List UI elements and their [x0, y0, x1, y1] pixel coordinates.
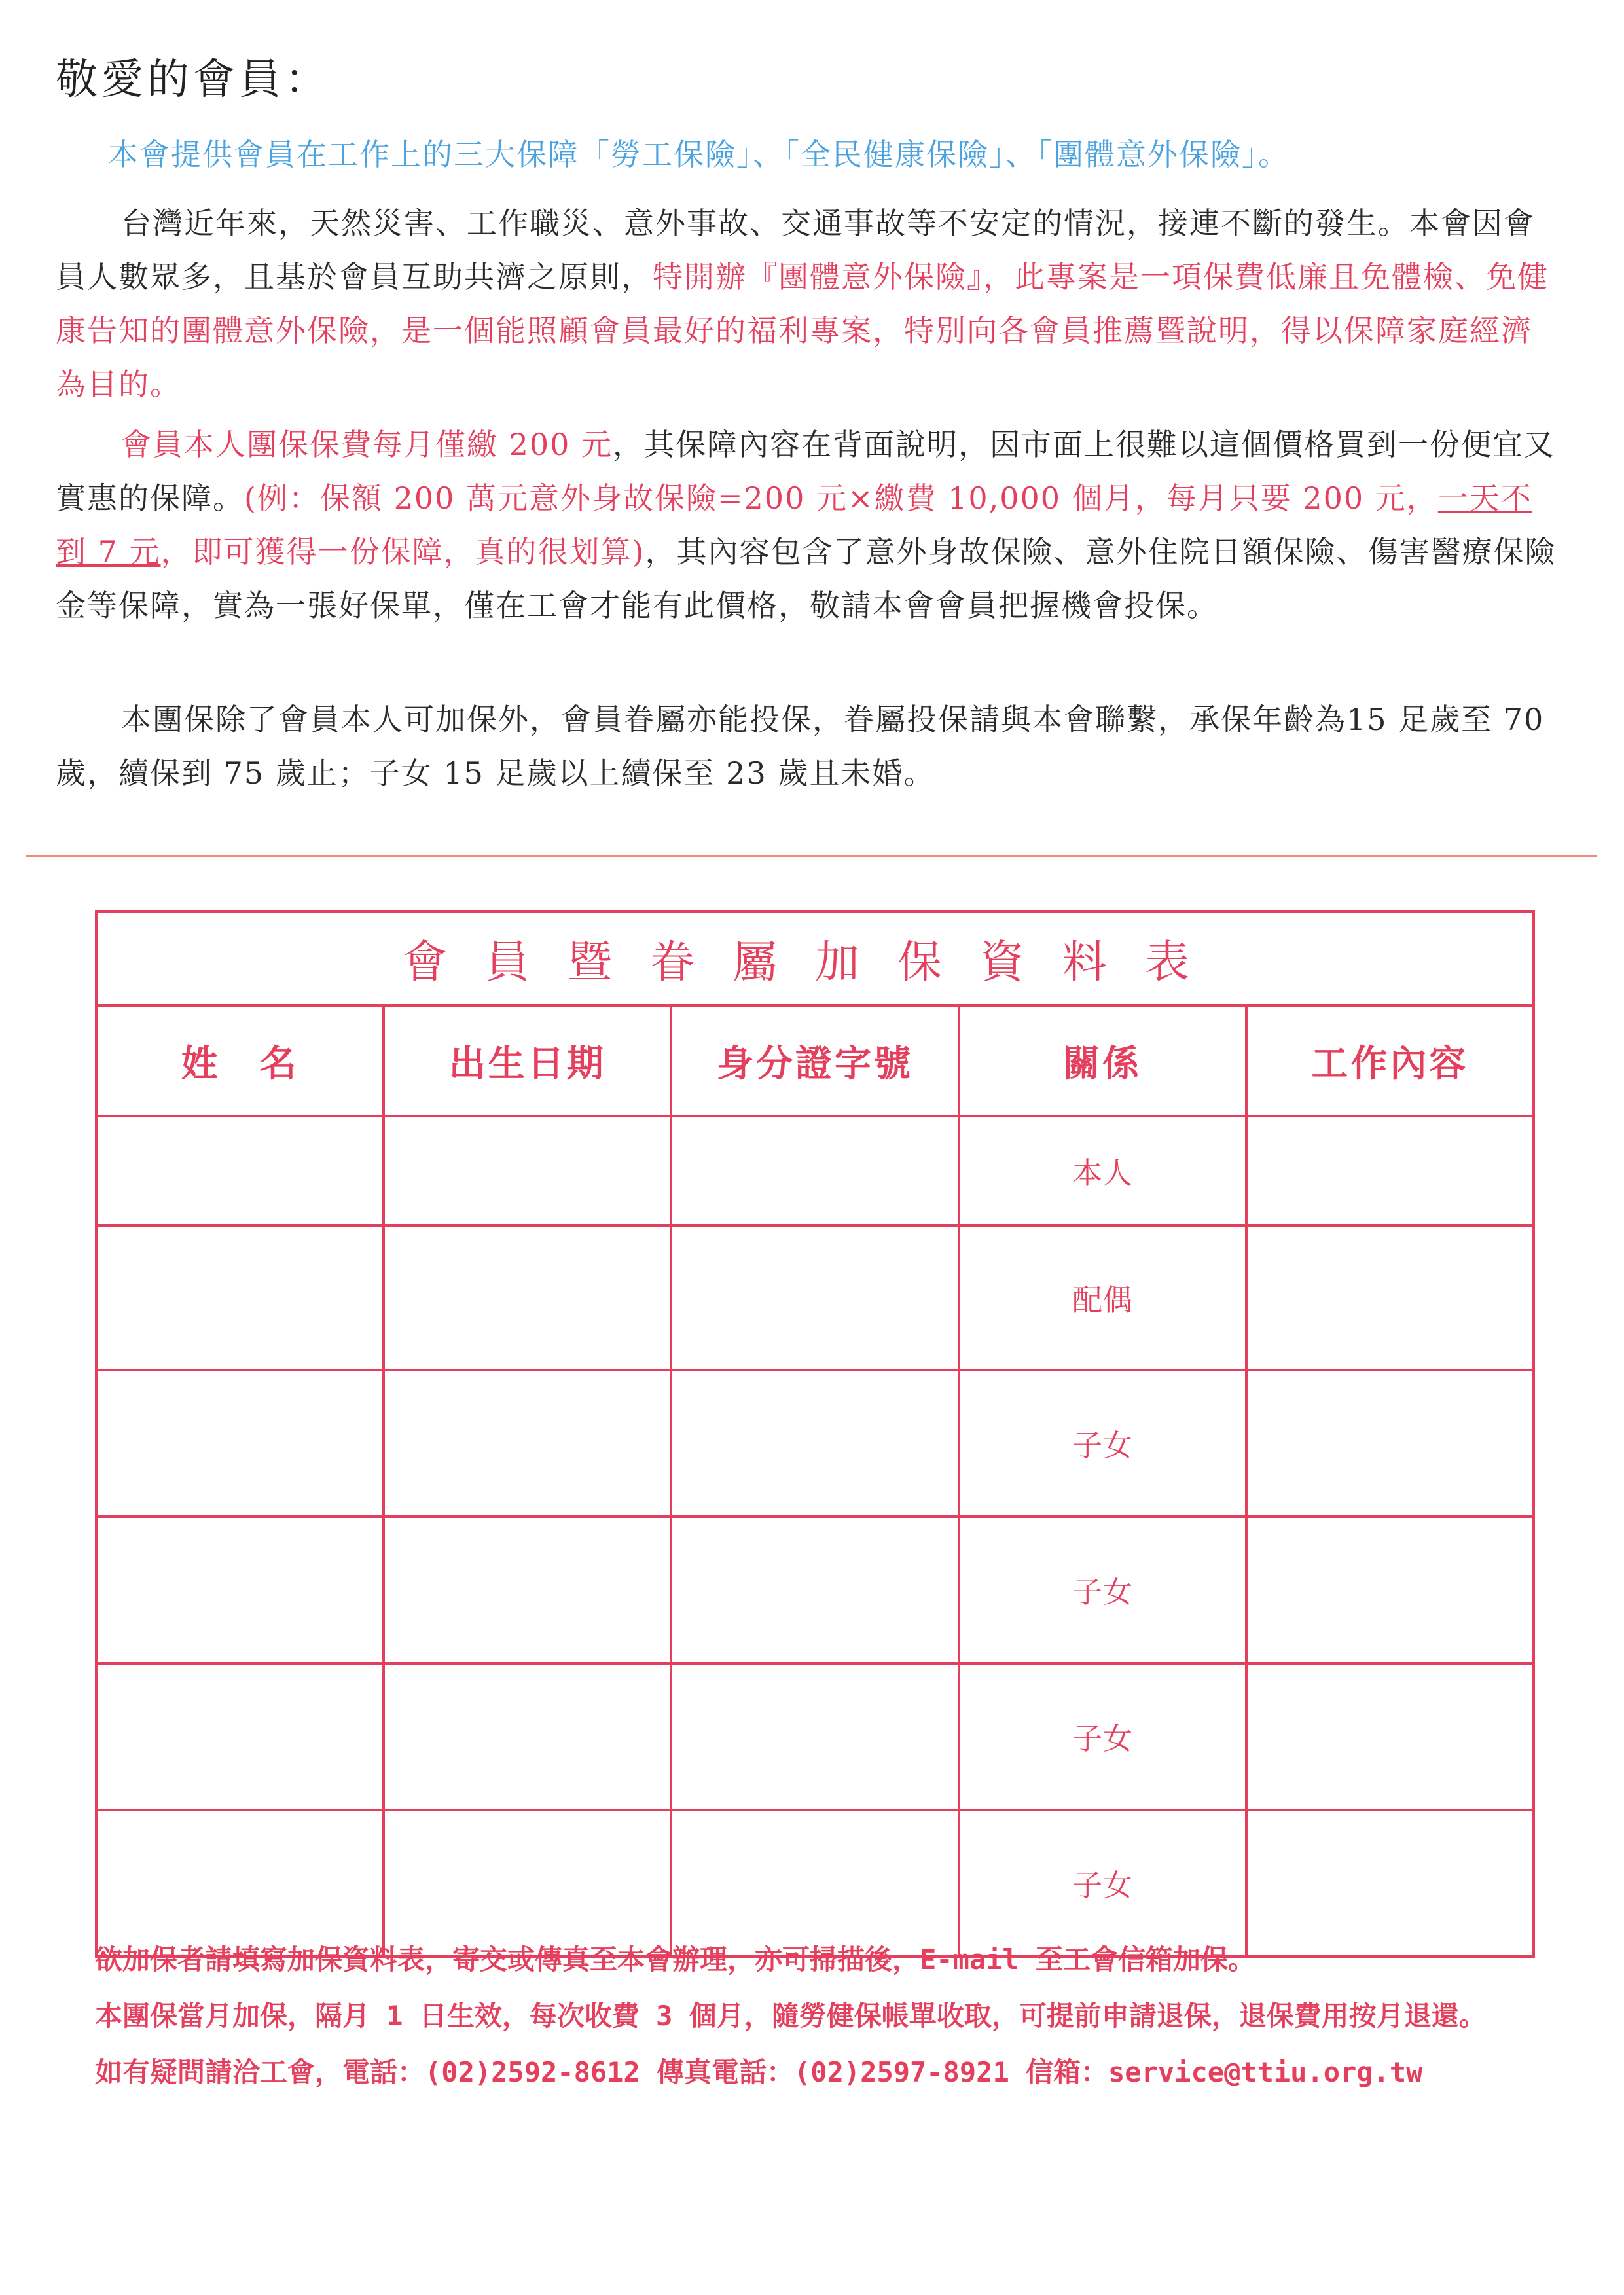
relation-cell: 子女 [959, 1663, 1246, 1810]
paragraph-background-text: 台灣近年來，天然災害、工作職災、意外事故、交通事故等不安定的情況，接連不斷的發生。本會因會員人數眾多，且基於會員互助共濟之原則， [56, 206, 1535, 295]
relation-cell: 配偶 [959, 1225, 1246, 1370]
header-name: 姓 名 [96, 1005, 384, 1116]
premium-per-day: 一天不到 7 元 [56, 480, 1532, 569]
header-job: 工作內容 [1246, 1005, 1534, 1116]
table-row [96, 1663, 1534, 1810]
premium-highlight: 會員本人團保保費每月僅繳 200 元 [121, 427, 613, 462]
job-cell[interactable] [1246, 1116, 1534, 1225]
header-id-number: 身分證字號 [671, 1005, 958, 1116]
id-number-cell[interactable] [671, 1116, 958, 1225]
paragraph-background-highlight: 特開辦『團體意外保險』，此專案是一項保費低廉且免體檢、免健康告知的團體意外保險，是一個能照顧會員最好的福利專案，特別向各會員推薦暨說明，得以保障家庭經濟為目的。 [56, 259, 1549, 402]
table-row [96, 1517, 1534, 1663]
table-row [96, 1810, 1534, 1957]
id-number-cell[interactable] [671, 1517, 958, 1663]
relation-cell: 子女 [959, 1370, 1246, 1517]
enrollment-form-table [95, 910, 1535, 1958]
name-cell[interactable] [96, 1663, 384, 1810]
birthdate-cell[interactable] [384, 1225, 671, 1370]
id-number-cell[interactable] [671, 1370, 958, 1517]
name-cell[interactable] [96, 1810, 384, 1957]
birthdate-cell[interactable] [384, 1517, 671, 1663]
paragraph-intro: 本會提供會員在工作上的三大保障「勞工保險」、「全民健康保險」、「團體意外保險」。 [108, 137, 1290, 172]
birthdate-cell[interactable] [384, 1370, 671, 1517]
table-row [96, 1370, 1534, 1517]
paragraph-family: 本團保除了會員本人可加保外，會員眷屬亦能投保，眷屬投保請與本會聯繫，承保年齡為15 足歲至 70 歲，續保到 75 歲止；子女 15 足歲以上續保至 23 歲且未婚。 [56, 702, 1545, 791]
name-cell[interactable] [96, 1225, 384, 1370]
job-cell[interactable] [1246, 1663, 1534, 1810]
relation-cell: 子女 [959, 1517, 1246, 1663]
relation-cell: 子女 [959, 1810, 1246, 1957]
note-effective: 本團保當月加保，隔月 1 日生效，每次收費 3 個月，隨勞健保帳單收取，可提前申請退保，退保費用按月退還。 [95, 2000, 1487, 2032]
premium-example-end: ，即可獲得一份保障，真的很划算) [160, 534, 645, 569]
table-row [96, 1225, 1534, 1370]
premium-example: (例：保額 200 萬元意外身故保險=200 元×繳費 10,000 個月，每月只要 200 元， [244, 480, 1438, 516]
job-cell[interactable] [1246, 1370, 1534, 1517]
paragraph-premium [56, 418, 1561, 632]
id-number-cell[interactable] [671, 1663, 958, 1810]
job-cell[interactable] [1246, 1225, 1534, 1370]
relation-cell: 本人 [959, 1116, 1246, 1225]
premium-text: ，其保障內容在背面說明，因市面上很難以這個價格買到一份便宜又實惠的保障。 [56, 427, 1556, 516]
name-cell[interactable] [96, 1517, 384, 1663]
header-birthdate: 出生日期 [384, 1005, 671, 1116]
table-row [96, 1116, 1534, 1225]
header-relation: 關係 [959, 1005, 1246, 1116]
form-title: 會員暨眷屬加保資料表 [96, 911, 1534, 1005]
job-cell[interactable] [1246, 1810, 1534, 1957]
job-cell[interactable] [1246, 1517, 1534, 1663]
page-divider [26, 855, 1597, 857]
birthdate-cell[interactable] [384, 1663, 671, 1810]
birthdate-cell[interactable] [384, 1116, 671, 1225]
paragraph-background [56, 196, 1561, 411]
premium-coverage-text: ，其內容包含了意外身故保險、意外住院日額保險、傷害醫療保險金等保障，實為一張好保單，僅在工會才能有此價格，敬請本會會員把握機會投保。 [56, 534, 1557, 623]
form-notes [95, 1936, 1574, 2096]
name-cell[interactable] [96, 1116, 384, 1225]
name-cell[interactable] [96, 1370, 384, 1517]
note-submit: 欲加保者請填寫加保資料表，寄交或傳真至本會辦理，亦可掃描後，E-mail 至工會信箱加保。 [95, 1943, 1256, 1976]
note-contact: 如有疑問請洽工會，電話：(02)2592-8612 傳真電話：(02)2597-8921 信箱：service@ttiu.org.tw [95, 2056, 1423, 2088]
id-number-cell[interactable] [671, 1810, 958, 1957]
birthdate-cell[interactable] [384, 1810, 671, 1957]
letter-greeting: 敬愛的會員： [56, 56, 331, 104]
id-number-cell[interactable] [671, 1225, 958, 1370]
